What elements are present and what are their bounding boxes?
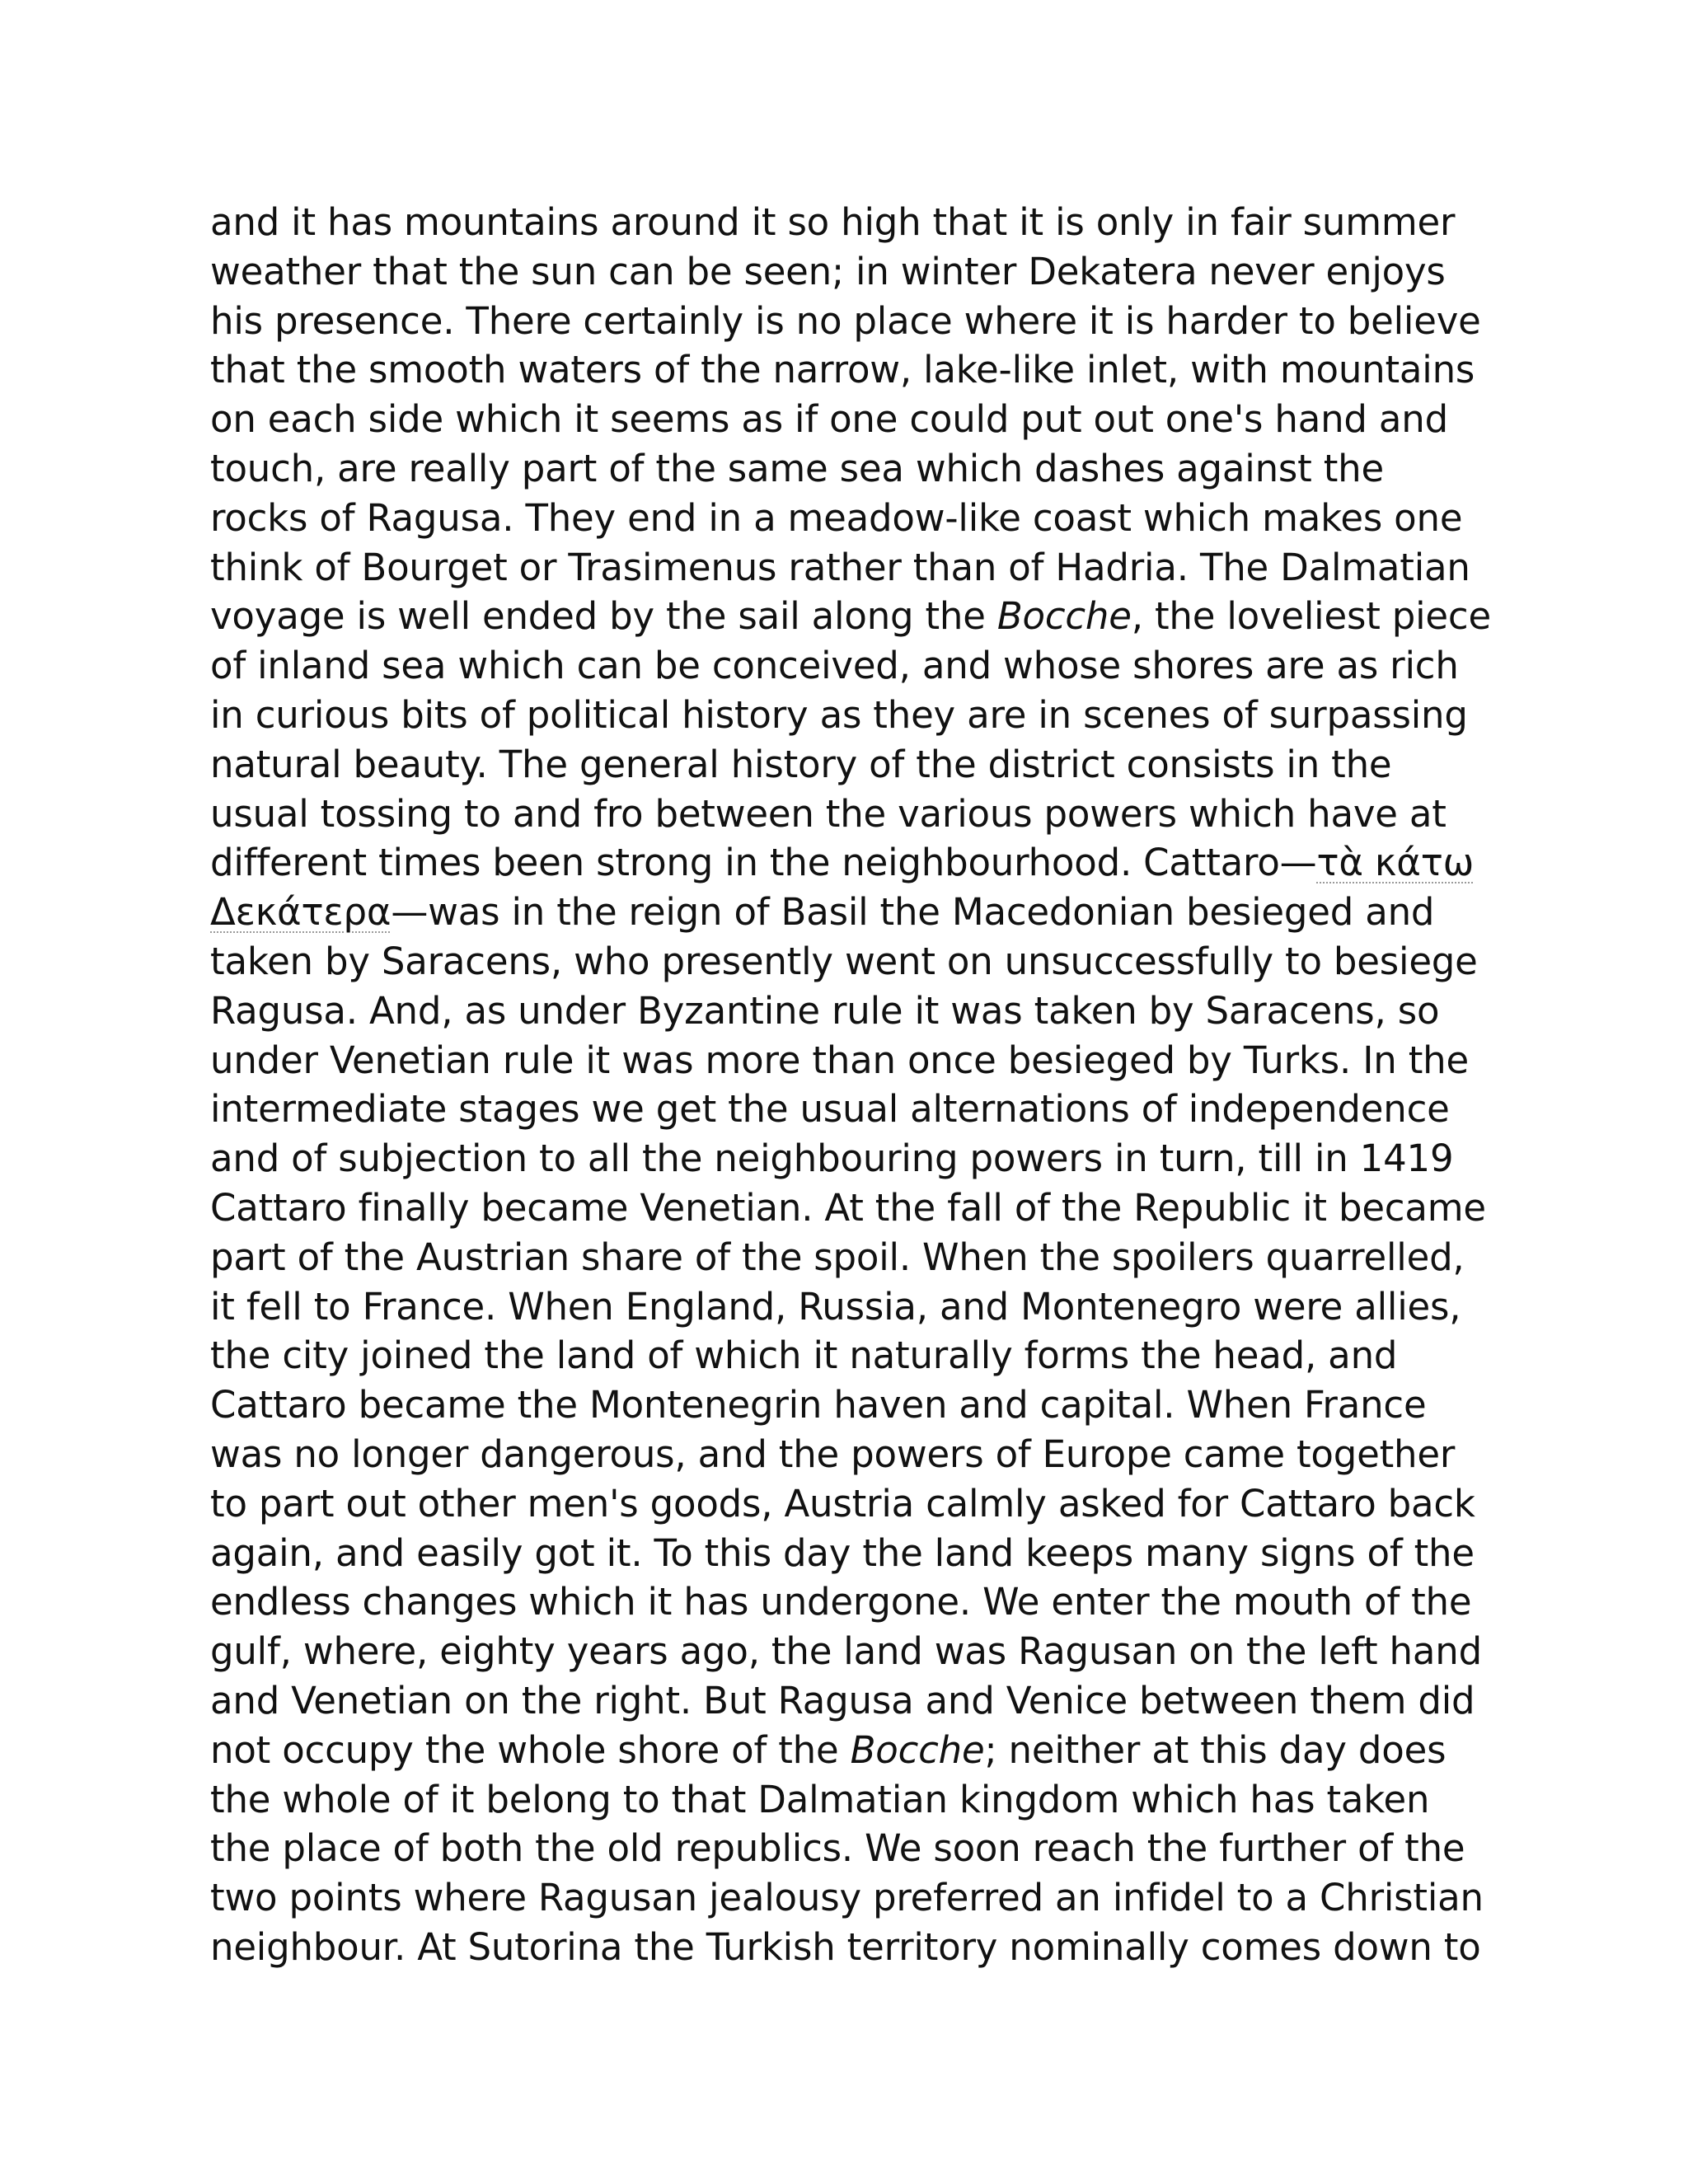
text-line (210, 1726, 1479, 1775)
text-line: to part out other men's goods, Austria calmly asked for Cattaro back (210, 1481, 1475, 1526)
text-line: it fell to France. When England, Russia, and Montenegro were allies, (210, 1284, 1461, 1329)
text-line: and Venetian on the right. But Ragusa and Venice between them did (210, 1678, 1475, 1722)
text-line: neighbour. At Sutorina the Turkish territory nominally comes down to (210, 1924, 1481, 1969)
text-line: the whole of it belong to that Dalmatian kingdom which has taken (210, 1777, 1430, 1821)
italic-term-bocche: Bocche (996, 594, 1132, 639)
text-line: under Venetian rule it was more than once besieged by Turks. In the (210, 1038, 1469, 1082)
text-line: touch, are really part of the same sea which dashes against the (210, 446, 1384, 490)
text-line (210, 838, 1479, 888)
text-line: taken by Saracens, who presently went on unsuccessfully to besiege (210, 939, 1478, 983)
text-line: part of the Austrian share of the spoil. When the spoilers quarrelled, (210, 1235, 1465, 1279)
text-line (210, 888, 1479, 937)
text-line: usual tossing to and fro between the various powers which have at (210, 791, 1447, 836)
text-line (210, 592, 1491, 641)
text-line: endless changes which it has undergone. We enter the mouth of the (210, 1580, 1472, 1624)
text-line: the city joined the land of which it naturally forms the head, and (210, 1333, 1398, 1378)
text-line: in curious bits of political history as they are in scenes of surpassing (210, 692, 1468, 737)
text-line: weather that the sun can be seen; in winter Dekatera never enjoys (210, 249, 1446, 293)
text-line: of inland sea which can be conceived, and whose shores are as rich (210, 644, 1459, 688)
text-line: his presence. There certainly is no place where it is harder to believe (210, 298, 1481, 343)
greek-phrase-link[interactable]: Δεκάτερα (210, 890, 392, 935)
text-line: Ragusa. And, as under Byzantine rule it was taken by Saracens, so (210, 988, 1440, 1033)
text-run: voyage is well ended by the sail along the (210, 594, 997, 639)
text-line: again, and easily got it. To this day the land keeps many signs of the (210, 1530, 1475, 1575)
text-line: that the smooth waters of the narrow, lake-like inlet, with mountains (210, 348, 1475, 392)
greek-phrase-link[interactable]: τὰ κάτω (1316, 841, 1475, 885)
text-run: different times been strong in the neighbourhood. Cattaro— (210, 841, 1317, 885)
text-line: was no longer dangerous, and the powers of Europe came together (210, 1432, 1456, 1476)
text-line: Cattaro became the Montenegrin haven and capital. When France (210, 1383, 1427, 1427)
text-line: on each side which it seems as if one could put out one's hand and (210, 397, 1448, 442)
text-line: and it has mountains around it so high that it is only in fair summer (210, 200, 1456, 244)
text-run: , the loveliest piece (1131, 594, 1491, 639)
text-line: think of Bourget or Trasimenus rather than of Hadria. The Dalmatian (210, 545, 1470, 589)
text-line: and of subjection to all the neighbouring powers in turn, till in 1419 (210, 1137, 1454, 1181)
text-line: natural beauty. The general history of the district consists in the (210, 742, 1392, 786)
text-run: ; neither at this day does (984, 1727, 1447, 1772)
text-line: gulf, where, eighty years ago, the land was Ragusan on the left hand (210, 1629, 1482, 1674)
body-paragraph (210, 198, 1491, 1972)
text-run: —was in the reign of Basil the Macedonian besieged and (391, 890, 1435, 935)
text-run: not occupy the whole shore of the (210, 1727, 851, 1772)
text-line: intermediate stages we get the usual alternations of independence (210, 1087, 1450, 1132)
text-line: the place of both the old republics. We soon reach the further of the (210, 1826, 1465, 1871)
italic-term-bocche: Bocche (850, 1727, 985, 1772)
text-line: rocks of Ragusa. They end in a meadow-like coast which makes one (210, 495, 1463, 540)
text-line: Cattaro finally became Venetian. At the fall of the Republic it became (210, 1185, 1486, 1230)
text-line: two points where Ragusan jealousy preferred an infidel to a Christian (210, 1876, 1484, 1920)
